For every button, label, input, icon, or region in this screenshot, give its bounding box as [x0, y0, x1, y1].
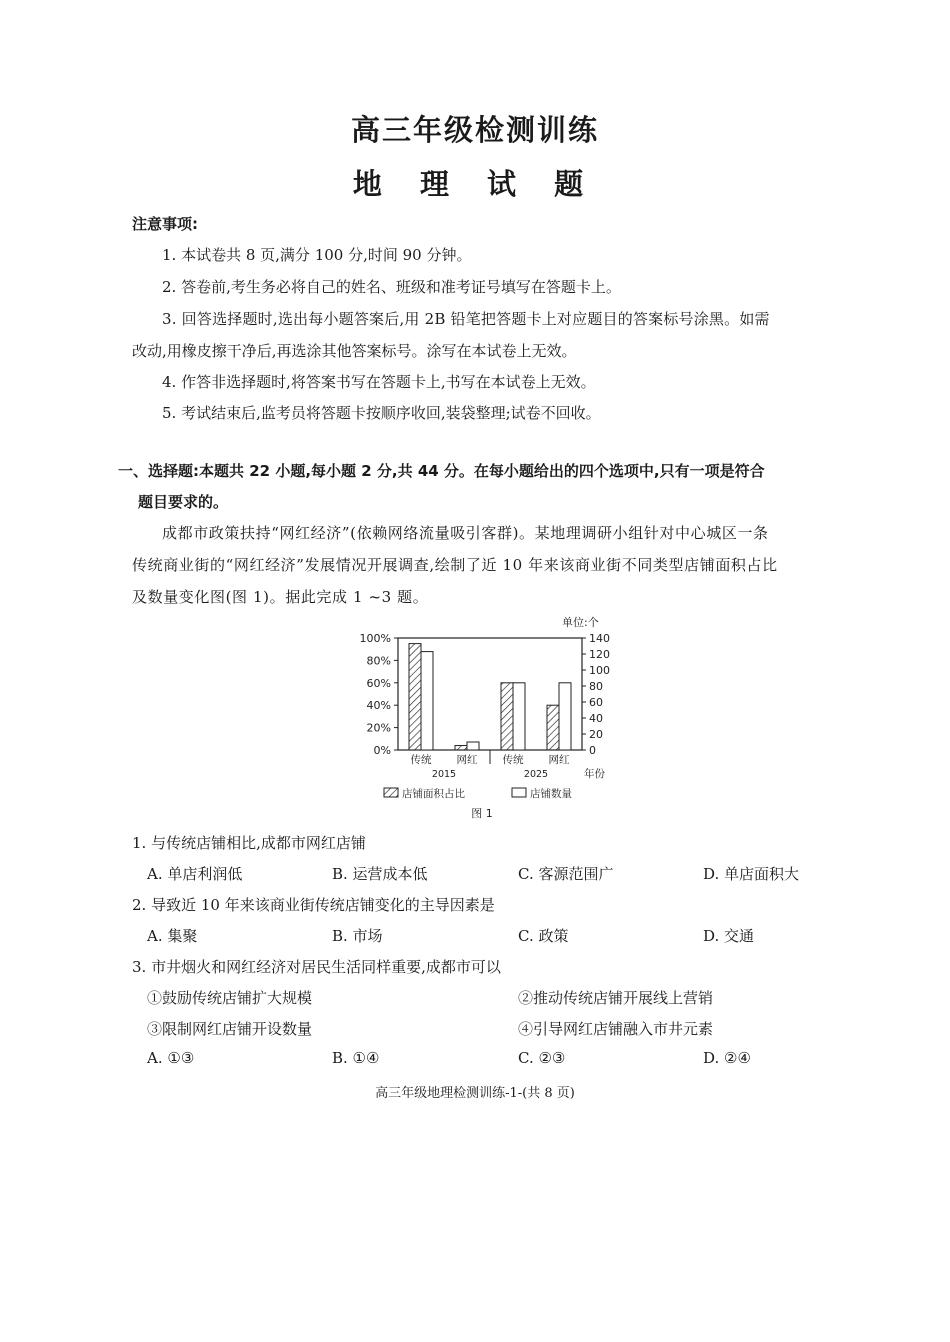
statement: ①鼓励传统店铺扩大规模 — [147, 989, 313, 1007]
category-label: 传统 — [410, 754, 432, 766]
bar-area-share — [409, 644, 421, 750]
intro-text: 及数量变化图(图 1)。据此完成 1 ~3 题。 — [132, 588, 429, 606]
left-tick-label: 20% — [366, 721, 391, 735]
right-tick-label: 40 — [589, 712, 603, 725]
intro-text: 成都市政策扶持“网红经济”(依赖网络流量吸引客群)。某地理调研小组针对中心城区一条 — [162, 524, 769, 542]
option-b: B. ①④ — [332, 1049, 380, 1067]
legend-swatch-count — [512, 788, 526, 797]
right-axis-unit: 单位:个 — [562, 616, 599, 629]
section-heading: 一、选择题:本题共 22 小题,每小题 2 分,共 44 分。在每小题给出的四个选项中,只有一项是符合 — [118, 462, 765, 480]
right-tick-label: 60 — [589, 696, 603, 709]
category-label: 网红 — [456, 754, 478, 766]
notice-item: 改动,用橡皮擦干净后,再选涂其他答案标号。涂写在本试卷上无效。 — [132, 342, 577, 360]
exam-subtitle: 地 理 试 题 — [352, 167, 598, 201]
option-b: B. 运营成本低 — [332, 865, 428, 883]
option-c: C. 客源范围广 — [518, 865, 614, 883]
notice-item: 2. 答卷前,考生务必将自己的姓名、班级和准考证号填写在答题卡上。 — [162, 278, 621, 296]
option-d: D. 交通 — [703, 927, 755, 945]
question-stem: 2. 导致近 10 年来该商业街传统店铺变化的主导因素是 — [132, 896, 495, 914]
notice-item: 1. 本试卷共 8 页,满分 100 分,时间 90 分钟。 — [162, 246, 472, 264]
option-d: D. 单店面积大 — [703, 865, 800, 883]
statement: ④引导网红店铺融入市井元素 — [518, 1020, 714, 1038]
question-stem: 3. 市井烟火和网红经济对居民生活同样重要,成都市可以 — [132, 958, 501, 976]
left-tick-label: 0% — [373, 744, 391, 757]
left-tick-label: 40% — [366, 699, 391, 713]
notice-heading: 注意事项: — [132, 215, 198, 233]
question-stem: 1. 与传统店铺相比,成都市网红店铺 — [132, 834, 366, 852]
intro-text: 传统商业街的“网红经济”发展情况开展调查,绘制了近 10 年来该商业街不同类型店铺面积占比 — [132, 556, 778, 574]
bar-shop-count — [467, 742, 479, 750]
notice-item: 4. 作答非选择题时,将答案书写在答题卡上,书写在本试卷上无效。 — [162, 373, 596, 391]
option-c: C. ②③ — [518, 1049, 566, 1067]
option-a: A. 单店利润低 — [147, 865, 243, 883]
left-tick-label: 60% — [366, 676, 391, 690]
option-b: B. 市场 — [332, 927, 383, 945]
notice-item: 3. 回答选择题时,选出每小题答案后,用 2B 铅笔把答题卡上对应题目的答案标号涂黑。如需 — [162, 310, 770, 328]
category-label: 网红 — [548, 754, 570, 766]
category-label: 传统 — [502, 754, 524, 766]
group-label: 2015 — [431, 769, 457, 780]
right-tick-label: 80 — [589, 680, 603, 693]
statement: ②推动传统店铺开展线上营销 — [518, 989, 714, 1007]
legend-label-area: 店铺面积占比 — [402, 788, 465, 800]
right-tick-label: 120 — [589, 648, 610, 661]
bar-area-share — [455, 746, 467, 750]
notice-item: 5. 考试结束后,监考员将答题卡按顺序收回,装袋整理;试卷不回收。 — [162, 404, 601, 422]
left-tick-label: 100% — [359, 632, 391, 645]
right-tick-label: 100 — [589, 664, 610, 677]
right-tick-label: 20 — [589, 728, 603, 741]
right-tick-label: 140 — [589, 632, 610, 645]
option-d: D. ②④ — [703, 1049, 751, 1067]
option-c: C. 政策 — [518, 927, 569, 945]
group-label: 2025 — [523, 769, 549, 780]
option-a: A. 集聚 — [147, 927, 198, 945]
exam-title: 高三年级检测训练 — [350, 113, 599, 147]
bar-area-share — [501, 683, 513, 750]
statement: ③限制网红店铺开设数量 — [147, 1020, 313, 1038]
x-axis-label: 年份 — [584, 768, 605, 780]
legend-swatch-area — [384, 788, 398, 797]
left-tick-label: 80% — [366, 654, 391, 668]
page-footer: 高三年级地理检测训练-1-(共 8 页) — [375, 1086, 575, 1101]
figure-caption: 图 1 — [471, 807, 493, 820]
bar-area-share — [547, 705, 559, 750]
right-tick-label: 0 — [589, 744, 596, 757]
bar-shop-count — [421, 652, 433, 750]
bar-shop-count — [559, 683, 571, 750]
option-a: A. ①③ — [147, 1049, 195, 1067]
section-heading-cont: 题目要求的。 — [138, 493, 229, 511]
bar-shop-count — [513, 683, 525, 750]
figure-1-chart — [340, 612, 620, 822]
legend-label-count: 店铺数量 — [530, 788, 572, 800]
